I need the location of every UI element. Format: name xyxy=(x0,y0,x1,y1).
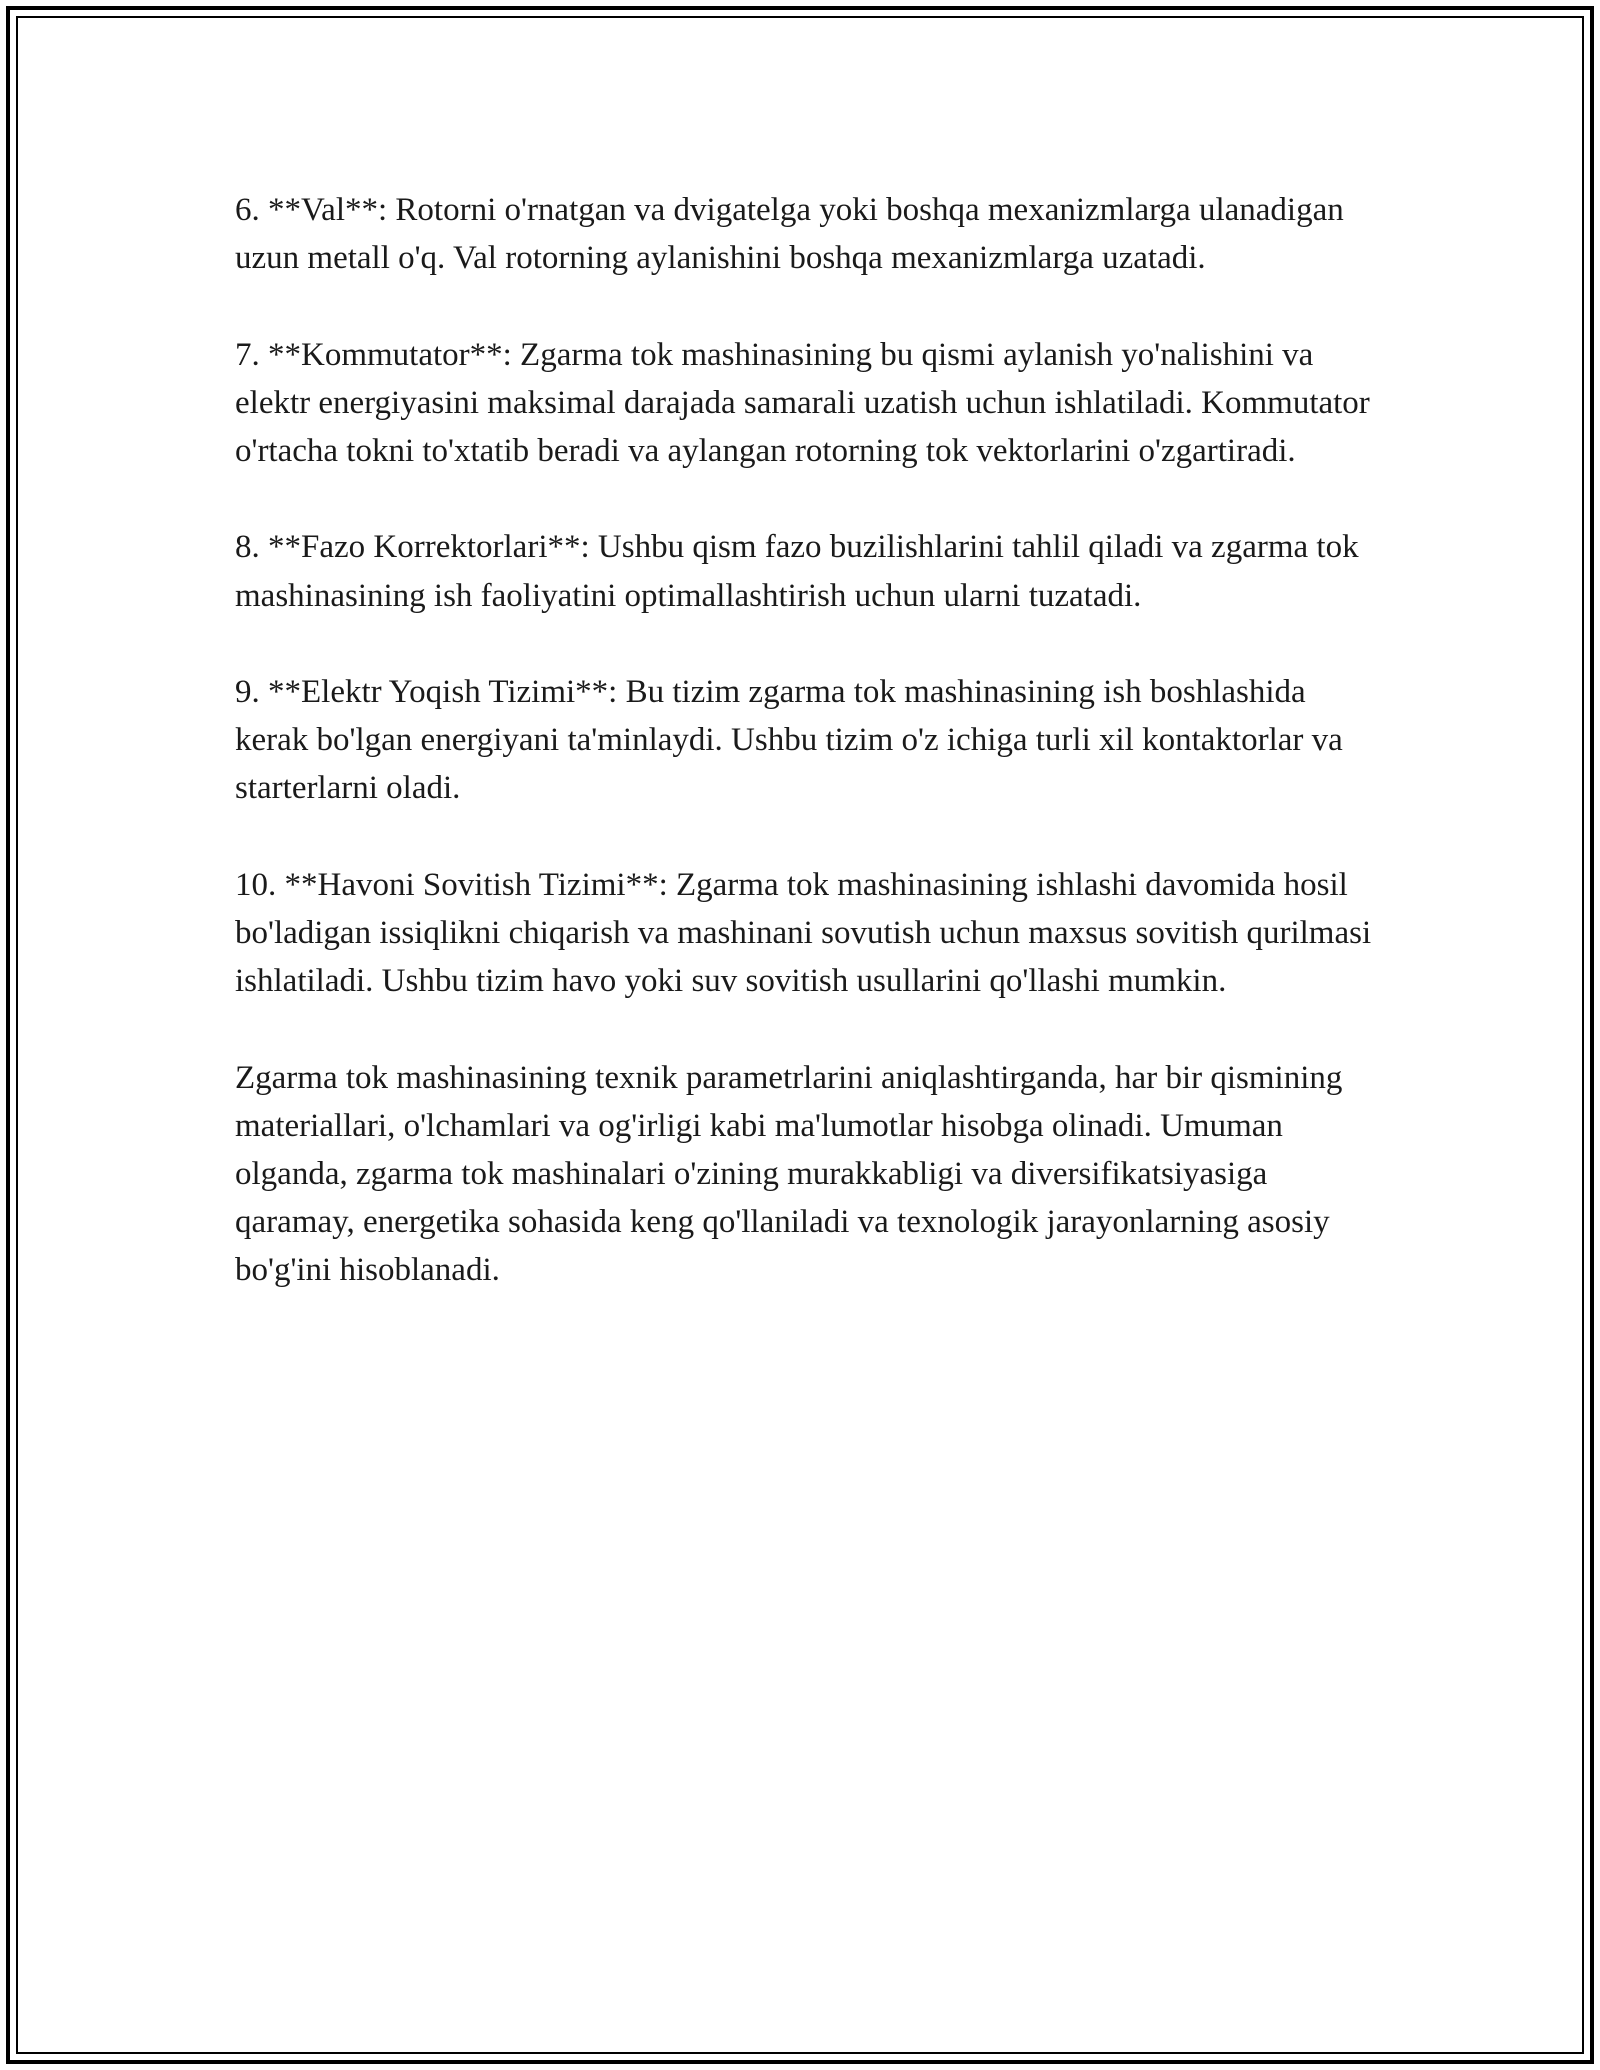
paragraph-conclusion: Zgarma tok mashinasining texnik parametrlarini aniqlashtirganda, har bir qismining materiallari, o'lchamlari va og'irligi kabi ma'lumotlar hisobga olinadi. Umuman olganda, zgarma tok mashinalari o'zining murakkabligi va diversifikatsiyasiga qaramay, energetika sohasida keng qo'llaniladi va texnologik jarayonlarning asosiy bo'g'ini hisoblanadi. xyxy=(235,1059,1343,1289)
document-body xyxy=(235,186,1385,1343)
paragraph-kommutator: 7. **Kommutator**: Zgarma tok mashinasining bu qismi aylanish yo'nalishini va elektr energiyasini maksimal darajada samarali uzatish uchun ishlatiladi. Kommutator o'rtacha tokni to'xtatib beradi va aylangan rotorning tok vektorlarini o'zgartiradi. xyxy=(235,336,1370,469)
paragraph-val: 6. **Val**: Rotorni o'rnatgan va dvigatelga yoki boshqa mexanizmlarga ulanadigan uzun metall o'q. Val rotorning aylanishini boshqa mexanizmlarga uzatadi. xyxy=(235,192,1344,277)
paragraph-havoni-sovitish-tizimi: 10. **Havoni Sovitish Tizimi**: Zgarma tok mashinasining ishlashi davomida hosil bo'ladigan issiqlikni chiqarish va mashinani sovutish uchun maxsus sovitish qurilmasi ishlatiladi. Ushbu tizim havo yoki suv sovitish usullarini qo'llashi mumkin. xyxy=(235,866,1372,1000)
paragraph-fazo-korrektorlari: 8. **Fazo Korrektorlari**: Ushbu qism fazo buzilishlarini tahlil qiladi va zgarma tok mashinasining ish faoliyatini optimallashtirish uchun ularni tuzatadi. xyxy=(235,529,1359,614)
paragraph-elektr-yoqish-tizimi: 9. **Elektr Yoqish Tizimi**: Bu tizim zgarma tok mashinasining ish boshlashida kerak bo'lgan energiyani ta'minlaydi. Ushbu tizim o'z ichiga turli xil kontaktorlar va starterlarni oladi. xyxy=(235,673,1343,807)
